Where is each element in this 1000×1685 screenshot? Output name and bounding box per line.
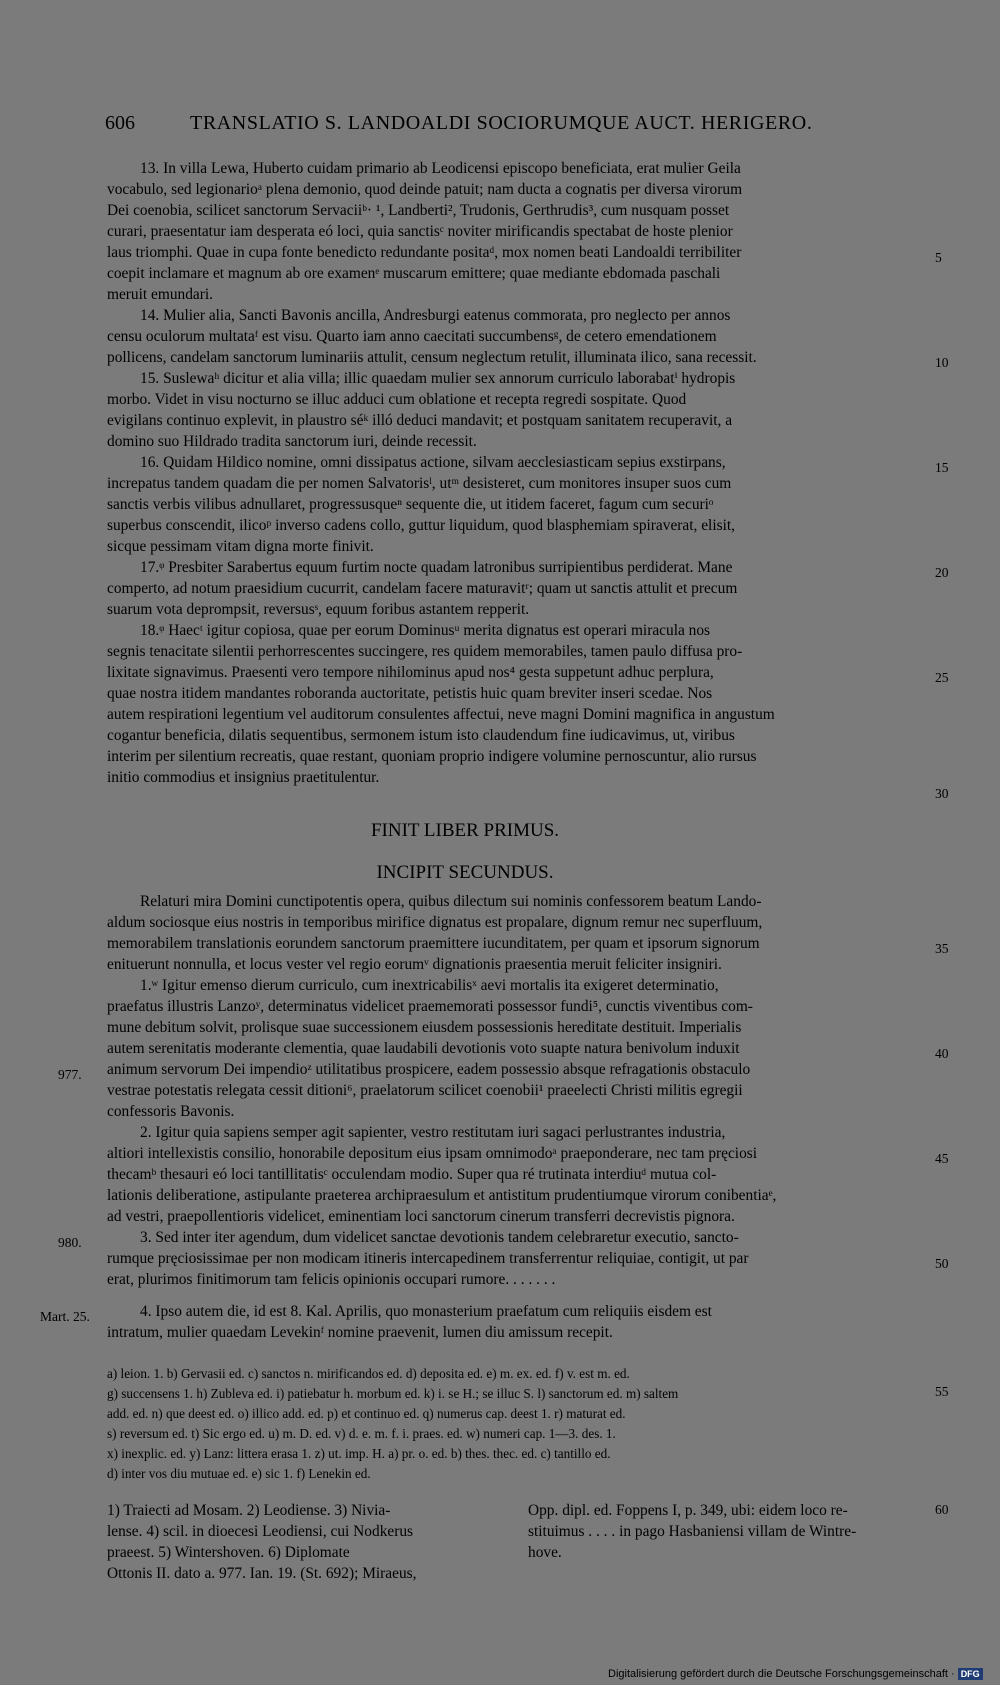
text-line: increpatus tandem quadam die per nomen Salvatorisˡ, utᵐ desisteret, cum monitores insuper suos cum [107, 475, 732, 492]
apparatus-line: g) succensens 1. h) Zubleva ed. i) patiebatur h. morbum ed. k) i. se H.; se illuc S. l) sanctorum ed. m) saltem [107, 1386, 679, 1401]
note-line: hove. [528, 1544, 562, 1561]
text-line: erat, plurimos finitimorum tam felicis opinionis occupari rumore. . . . . . . [107, 1271, 556, 1288]
text-line: thecamᵇ thesauri eó loci tantillitatisᶜ occulendam modio. Super qua ré trutinata interdiuᵈ mutua col- [107, 1166, 717, 1183]
text-line: quae nostra itidem mandantes roboranda auctoritate, petistis huic quam breviter inseri scedae. Nos [107, 685, 713, 702]
finit-heading: FINIT LIBER PRIMUS. [370, 820, 560, 841]
margin-year: 980. [58, 1235, 82, 1250]
text-line: meruit emundari. [107, 286, 213, 303]
text-line: 16. Quidam Hildico nomine, omni dissipatus actione, silvam aecclesiasticam sepius exstirpans, [140, 454, 726, 471]
line-number: 50 [935, 1256, 949, 1271]
text-line: segnis tenacitate silentii perhorrescentes succingere, res quidem memorabiles, tamen paulo diffusa pro- [107, 643, 743, 660]
text-line: domino suo Hildrado tradita sanctorum iuri, deinde recessit. [107, 433, 477, 450]
text-line: 18.ᵠ Haecᵗ igitur copiosa, quae per eorum Dominusᵘ merita dignatus est operari miracula nos [140, 622, 711, 639]
text-line: evigilans continuo explevit, in plaustro séᵏ illó deduci mandavit; et postquam sanitatem recuperavit, a [107, 412, 733, 429]
text-line: morbo. Videt in visu nocturno se illuc adduci cum oblatione et recepta regredi sospitate. Quod [107, 391, 687, 408]
text-line: 15. Suslewaʰ dicitur et alia villa; illic quaedam mulier sex annorum curriculo laborabatⁱ hydropis [140, 370, 736, 387]
text-line: 1.ʷ Igitur emenso dierum curriculo, cum inextricabilisˣ aevi mortalis ita exigeret determinatio, [140, 977, 719, 994]
text-line: initio commodius et insignius praetitulentur. [107, 769, 380, 786]
margin-date: Mart. 25. [40, 1309, 90, 1324]
text-line: vestrae potestatis relegata cessit ditioni⁶, praelatorum scilicet coenobii¹ praeelecti Christi militis egregii [107, 1082, 743, 1099]
note-line: lense. 4) scil. in dioecesi Leodiensi, cui Nodkerus [107, 1523, 414, 1540]
line-number: 20 [935, 565, 949, 580]
text-line: altiori intellexistis consilio, honorabile depositum eius ipsam omnimodoᵃ praeponderare, nec tam pręciosi [107, 1145, 758, 1162]
text-line: 13. In villa Lewa, Huberto cuidam primario ab Leodicensi episcopo beneficiata, erat mulier Geila [140, 160, 741, 177]
text-line: Dei coenobia, scilicet sanctorum Servaciiᵇ· ¹, Landberti², Trudonis, Gerthrudis³, cum nusquam posset [107, 202, 730, 219]
line-number: 5 [935, 250, 942, 265]
text-line: coepit inclamare et magnum ab ore examenᵉ muscarum emittere; quae mediante ebdomada paschali [107, 265, 721, 282]
text-line: superbus conscendit, ilicoᵖ inverso cadens collo, guttur liquidum, quod blasphemiam spiraverat, elisit, [107, 517, 735, 534]
text-line: curari, praesentatur iam desperata eó loci, quia sanctisᶜ noviter mirificandis spectabat de hoste plenior [107, 223, 733, 240]
line-number: 60 [935, 1502, 949, 1517]
text-line: suarum vota deprompsit, reversusˢ, equum foribus astantem repperit. [107, 601, 530, 618]
apparatus-line: s) reversum ed. t) Sic ergo ed. u) m. D. ed. v) d. e. m. f. i. praes. ed. w) numeri cap. 1—3. des. 1. [107, 1426, 616, 1441]
apparatus-line: d) inter vos diu mutuae ed. e) sic 1. f) Lenekin ed. [107, 1466, 371, 1481]
incipit-heading: INCIPIT SECUNDUS. [376, 862, 554, 883]
text-line: 4. Ipso autem die, id est 8. Kal. Aprilis, quo monasterium praefatum cum reliquiis eisdem est [140, 1303, 712, 1320]
text-line: sicque pessimam vitam digna morte finivit. [107, 538, 374, 555]
line-number: 15 [935, 460, 949, 475]
text-line: mune debitum solvit, prolisque suae successionem eiusdem possessionis hereditate destituit. Imperialis [107, 1019, 742, 1036]
text-line: ad vestri, praepollentioris videlicet, eminentiam loci sanctorum cinerum transferri decrevistis pignora. [107, 1208, 735, 1225]
digitization-credit [608, 1668, 983, 1680]
note-line: Ottonis II. dato a. 977. Ian. 19. (St. 692); Miraeus, [107, 1565, 417, 1582]
apparatus-line: a) leion. 1. b) Gervasii ed. c) sanctos n. mirificandos ed. d) deposita ed. e) m. ex. ed. f) v. est m. ed. [107, 1366, 630, 1381]
text-line: 17.ᵠ Presbiter Sarabertus equum furtim nocte quadam latronibus surripientibus perdiderat. Mane [140, 559, 733, 576]
line-number: 40 [935, 1046, 949, 1061]
text-line: comperto, ad notum praesidium cucurrit, candelam facere maturavitʳ; quam ut sanctis attulit et precum [107, 580, 738, 597]
text-line: praefatus illustris Lanzoʸ, determinatus videlicet praememorati possessor fundi⁵, cunctis viventibus com- [107, 998, 753, 1015]
text-line: rumque pręciosissimae per non modicam itineris intercapedinem transferrentur reliquiae, contigit, ut par [107, 1250, 749, 1267]
note-line: Opp. dipl. ed. Foppens I, p. 349, ubi: eidem loco re- [528, 1502, 848, 1519]
text-line: 14. Mulier alia, Sancti Bavonis ancilla, Andresburgi eatenus commorata, pro neglecto per annos [140, 307, 731, 324]
margin-year: 977. [58, 1067, 82, 1082]
text-line: animum servorum Dei impendioᶻ utilitatibus prospicere, eadem possessio absque refragationis obstaculo [107, 1061, 751, 1078]
line-number: 10 [935, 355, 949, 370]
text-line: 3. Sed inter iter agendum, dum videlicet sanctae devotionis tandem celebraretur executio, sancto- [140, 1229, 739, 1246]
text-line: pollicens, candelam sanctorum luminariis attulit, censum neglectum retulit, illuminata ilico, sana recessit. [107, 349, 757, 366]
text-line: interim per silentium recreatis, quae restant, quoniam proprio indigere volumine pernoscuntur, alio rursus [107, 748, 757, 765]
text-line: censu oculorum multataᶠ est visu. Quarto iam anno caecitati succumbensᵍ, de cetero emendationem [107, 328, 717, 345]
credit-text: Digitalisierung gefördert durch die Deutsche Forschungsgemeinschaft · [608, 1668, 955, 1680]
text-line: aldum sociosque eius nostris in temporibus mirifice dignatus est propalare, dignum remur nec superfluum, [107, 914, 763, 931]
text-line: autem respirationi legentium vel auditorum consulentes affectui, neve magni Domini magnifica in angustum [107, 706, 775, 723]
apparatus-line: x) inexplic. ed. y) Lanz: littera erasa 1. z) ut. imp. H. a) pr. o. ed. b) thes. thec. ed. c) tantillo ed. [107, 1446, 611, 1461]
apparatus-line: add. ed. n) que deest ed. o) illico add. ed. p) et continuo ed. q) numerus cap. deest 1. r) maturat ed. [107, 1406, 626, 1421]
running-title: TRANSLATIO S. LANDOALDI SOCIORUMQUE AUCT. HERIGERO. [190, 112, 813, 134]
text-line: lixitate signavimus. Praesenti vero tempore nihilominus apud nos⁴ gesta suppetunt adhuc perplura, [107, 664, 714, 681]
text-line: vocabulo, sed legionarioᵃ plena demonio, quod deinde patuit; nam ducta a cognatis per diversa virorum [107, 181, 743, 198]
line-number: 25 [935, 670, 949, 685]
note-line: 1) Traiecti ad Mosam. 2) Leodiense. 3) Nivia- [107, 1502, 391, 1519]
text-line: enituerunt nonnulla, et locus vester vel regio eorumᵛ dignationis praesentia meruit feliciter insigniri. [107, 956, 722, 973]
note-line: praeest. 5) Wintershoven. 6) Diplomate [107, 1544, 350, 1561]
text-line: lationis deliberatione, astipulante praeterea archipraesulum et antistitum prudentiumque virorum conibentiaᵉ, [107, 1187, 777, 1204]
line-number: 30 [935, 786, 949, 801]
line-number: 35 [935, 941, 949, 956]
line-number: 45 [935, 1151, 949, 1166]
text-line: sanctis verbis vilibus adnullaret, progressusqueⁿ sequente die, ut itidem faceret, fagum cum securiᵒ [107, 496, 714, 513]
note-line: stituimus . . . . in pago Hasbaniensi villam de Wintre- [528, 1523, 857, 1540]
text-line: intratum, mulier quaedam Levekinᶠ nomine praevenit, lumen diu amissum recepit. [107, 1324, 613, 1341]
text-line: laus triomphi. Quae in cupa fonte benedicto redundante positaᵈ, mox nomen beati Landoaldi terribiliter [107, 244, 742, 261]
text-line: cogantur beneficia, dilatis sequentibus, sermonem istum isto claudendum fine iudicavimus, ut, viribus [107, 727, 735, 744]
page-header [105, 112, 835, 138]
text-line: autem serenitatis moderante clementia, quae laudabili devotionis voto suapte natura benivolum induxit [107, 1040, 740, 1057]
dfg-logo: DFG [958, 1668, 983, 1680]
text-line: confessoris Bavonis. [107, 1103, 235, 1120]
page-number: 606 [105, 112, 135, 134]
line-number: 55 [935, 1384, 949, 1399]
text-line: Relaturi mira Domini cunctipotentis opera, quibus dilectum sui nominis confessorem beatum Lando- [140, 893, 762, 910]
text-line: memorabilem translationis eorundem sanctorum praemittere iucunditatem, per quam et ipsorum signorum [107, 935, 760, 952]
text-line: 2. Igitur quia sapiens semper agit sapienter, vestro restitutam iuri sagaci perlustrantes industria, [140, 1124, 726, 1141]
